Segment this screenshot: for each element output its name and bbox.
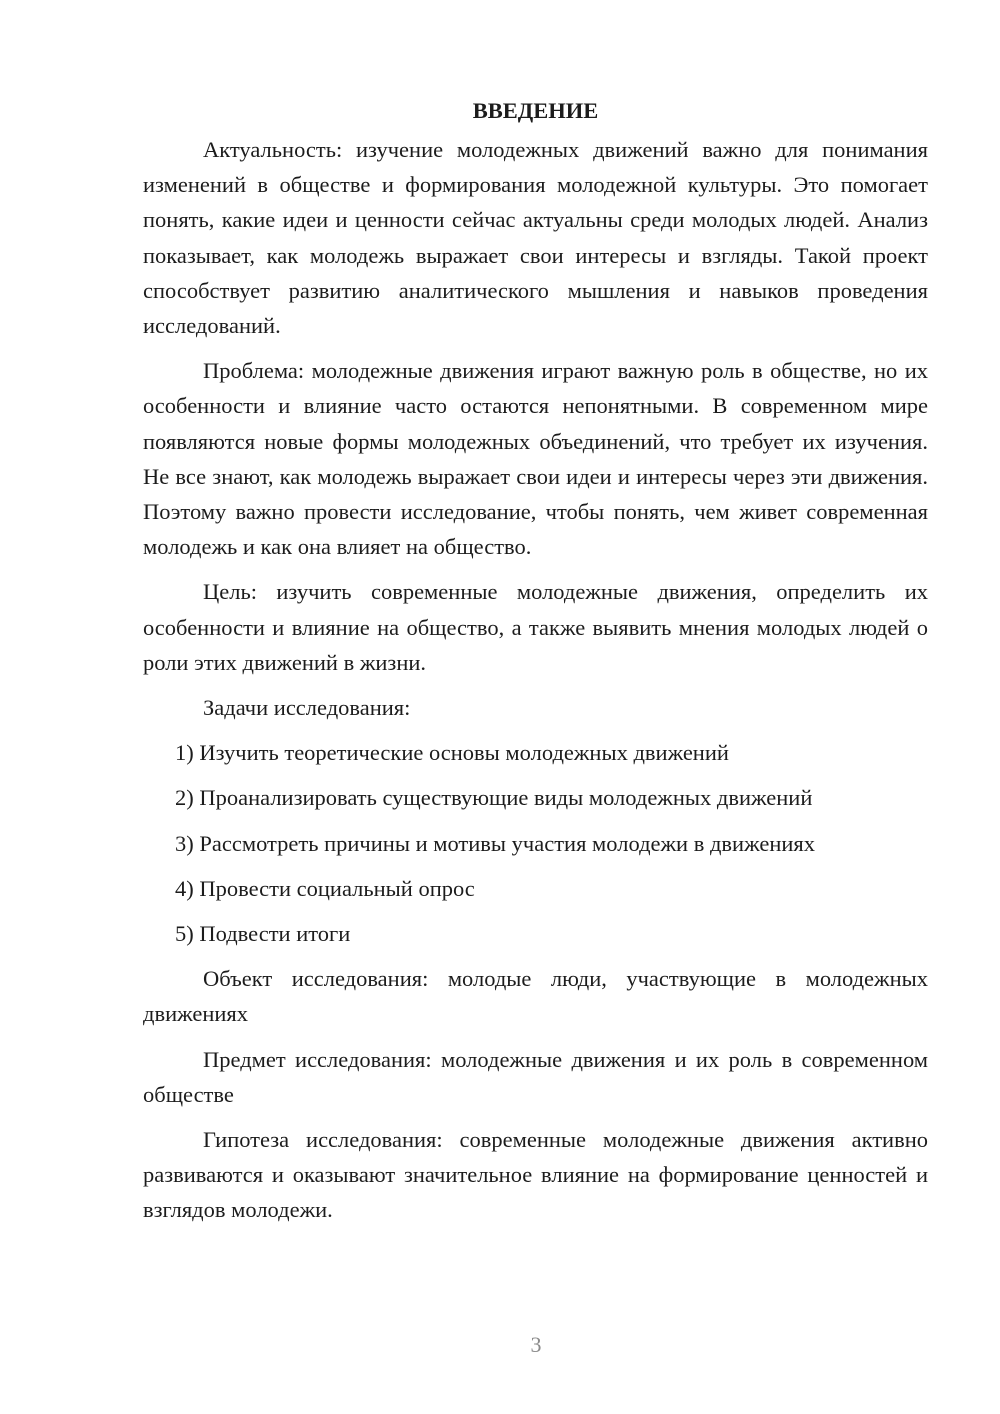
task-item: 1) Изучить теоретические основы молодежных движений — [175, 740, 729, 766]
paragraph-subject: Предмет исследования: молодежные движения и их роль в современном обществе — [143, 1046, 928, 1107]
paragraph-problem: Проблема: молодежные движения играют важную роль в обществе, но их особенности и влияние часто остаются непонятными. В современном мире появляются новые формы молодежных объединений, что требует их изучения. Не все знают, как молодежь выражает свои идеи и интересы через эти движения. Поэтому важно провести исследование, чтобы понять, чем живет современная молодежь и как она влияет на общество. — [143, 358, 928, 560]
paragraph-hypothesis: Гипотеза исследования: современные молодежные движения активно развиваются и оказывают значительное влияние на формирование ценностей и взглядов молодежи. — [143, 1127, 928, 1223]
page-number: 3 — [530, 1332, 542, 1357]
task-item: 3) Рассмотреть причины и мотивы участия молодежи в движениях — [175, 830, 815, 856]
task-item: 4) Провести социальный опрос — [175, 875, 475, 901]
section-heading: ВВЕДЕНИЕ — [472, 98, 599, 123]
task-item: 2) Проанализировать существующие виды молодежных движений — [175, 785, 813, 811]
paragraph-goal: Цель: изучить современные молодежные движения, определить их особенности и влияние на общество, а также выявить мнения молодых людей о роли этих движений в жизни. — [143, 579, 928, 675]
paragraph-relevance: Актуальность: изучение молодежных движений важно для понимания изменений в обществе и формирования молодежной культуры. Это помогает понять, какие идеи и ценности сейчас актуальны среди молодых людей. Анализ показывает, как молодежь выражает свои интересы и взгляды. Такой проект способствует развитию аналитического мышления и навыков проведения исследований. — [143, 137, 928, 339]
task-list — [143, 735, 928, 951]
text-column — [143, 96, 928, 1238]
tasks-label: Задачи исследования: — [203, 695, 411, 721]
task-item: 5) Подвести итоги — [175, 921, 351, 947]
paragraph-object: Объект исследования: молодые люди, участвующие в молодежных движениях — [143, 966, 928, 1027]
